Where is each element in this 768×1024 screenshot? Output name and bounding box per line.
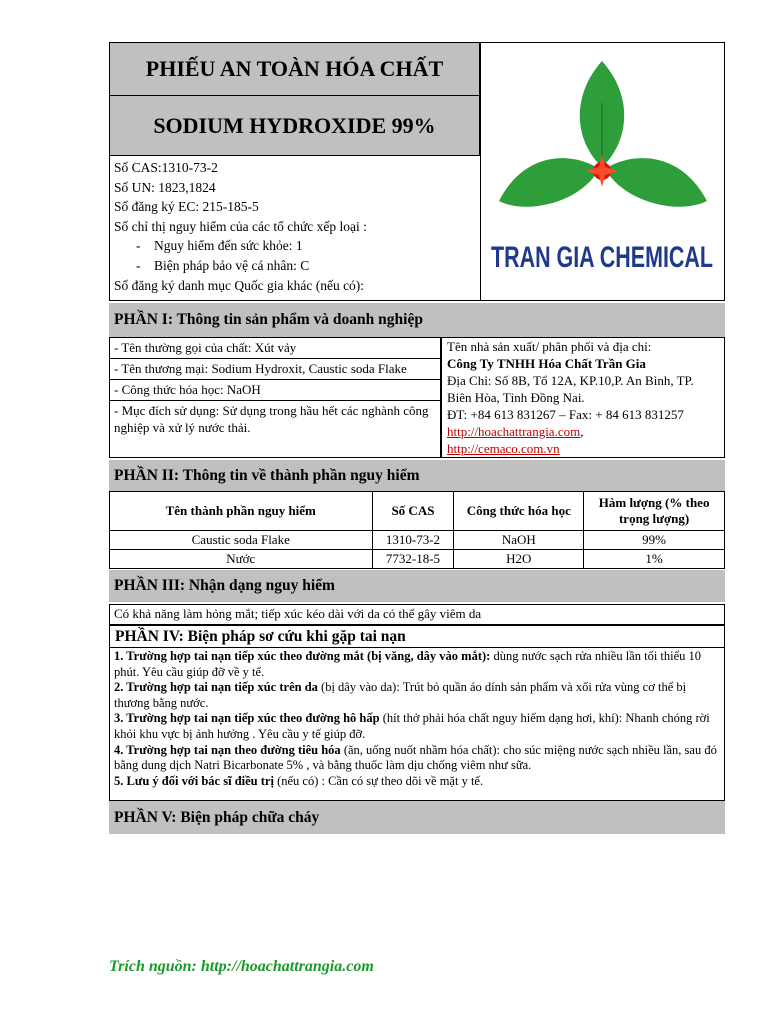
col-cas: Số CAS (372, 492, 454, 531)
hazard-components-table (109, 491, 725, 568)
hazard-index: Số chỉ thị nguy hiểm của các tổ chức xếp loại : (114, 218, 367, 234)
cell-content: 99% (584, 531, 725, 550)
tran-gia-logo (481, 43, 724, 300)
document-title: PHIẾU AN TOÀN HÓA CHẤT (109, 42, 480, 96)
website-link-2[interactable]: http://cemaco.com.vn (447, 441, 560, 456)
cell-name: Caustic soda Flake (110, 531, 373, 550)
un-number: Số UN: 1823,1824 (114, 179, 216, 195)
logo-text: TRAN GIA CHEMICAL (491, 241, 713, 274)
first-aid-measures (109, 647, 725, 801)
star-icon (586, 155, 618, 187)
cell-cas: 7732-18-5 (372, 550, 454, 569)
part5-heading: PHẦN V: Biện pháp chữa cháy (109, 801, 725, 834)
usage-purpose: - Mục đích sử dụng: Sử dụng trong hầu hết các nghành công nghiệp và xử lý nước thải. (114, 403, 429, 435)
cell-content: 1% (584, 550, 725, 569)
part1-heading: PHẦN I: Thông tin sản phẩm và doanh nghiệp (109, 303, 725, 337)
website-links (447, 423, 719, 440)
first-aid-eye: 1. Trường hợp tai nạn tiếp xúc theo đường mắt (bị văng, dây vào mắt): dùng nước sạch rửa nhiều lần tối thiểu 10 phút. Yêu cầu giúp đỡ về y tế. (114, 649, 702, 679)
product-info-box (109, 337, 441, 458)
product-name: SODIUM HYDROXIDE 99% (109, 95, 480, 156)
chemical-formula: - Công thức hóa học: NaOH (110, 380, 440, 401)
national-registry: Số đăng ký danh mục Quốc gia khác (nếu có): (114, 277, 365, 293)
trade-name: - Tên thương mại: Sodium Hydroxit, Caustic soda Flake (110, 359, 440, 380)
first-aid-inhalation: 3. Trường hợp tai nạn tiếp xúc theo đường hô hấp (hít thở phải hóa chất nguy hiểm dạng hơi, khí): Nhanh chóng rời khỏi khu vực bị ảnh hưởng . Yêu cầu y tế giúp đỡ. (114, 711, 710, 741)
company-name: Công Ty TNHH Hóa Chất Trần Gia (447, 356, 646, 371)
supplier-box (441, 337, 725, 458)
cell-formula: H2O (454, 550, 584, 569)
table-row (110, 550, 725, 569)
table-row (110, 531, 725, 550)
first-aid-ingestion: 4. Trường hợp tai nạn theo đường tiêu hóa (ăn, uống nuốt nhầm hóa chất): cho súc miệng nước sạch nhiều lần, sau đó bằng dung dịch Natri Bicarbonate 5% , và bằng thuốc làm dịu chống viêm như sữa. (114, 742, 717, 773)
website-link-1[interactable]: http://hoachattrangia.com (447, 424, 581, 439)
identifiers-block (109, 155, 481, 301)
cas-number: Số CAS:1310-73-2 (114, 160, 218, 175)
personal-protection: - Biện pháp bảo vệ cá nhân: C (136, 257, 310, 273)
doctor-note: 5. Lưu ý đối với bác sĩ điều trị (nếu có) : Cần có sự theo dõi về mặt y tế. (114, 773, 484, 788)
cell-cas: 1310-73-2 (372, 531, 454, 550)
cell-name: Nước (110, 550, 373, 569)
link-separator: , (580, 424, 584, 439)
part2-heading: PHẦN II: Thông tin về thành phần nguy hiểm (109, 460, 725, 491)
cell-formula: NaOH (454, 531, 584, 550)
hazard-identification: Có khả năng làm hỏng mắt; tiếp xúc kéo dài với da có thể gây viêm da (109, 604, 725, 625)
part4-heading: PHẦN IV: Biện pháp sơ cứu khi gặp tai nạn (109, 625, 725, 647)
common-name: - Tên thường gọi của chất: Xút vảy (110, 338, 440, 359)
company-phone: ĐT: +84 613 831267 – Fax: + 84 613 831257 (447, 407, 684, 422)
source-footer: Trích nguồn: http://hoachattrangia.com (109, 958, 374, 975)
logo-box (480, 42, 725, 301)
supplier-label: Tên nhà sản xuất/ phân phối và địa chỉ: (447, 339, 652, 354)
col-content: Hàm lượng (% theo trọng lượng) (584, 492, 725, 531)
part3-heading: PHẦN III: Nhận dạng nguy hiểm (109, 570, 725, 602)
col-formula: Công thức hóa học (454, 492, 584, 531)
company-address: Địa Chỉ: Số 8B, Tổ 12A, KP.10,P. An Bình, TP. Biên Hòa, Tỉnh Đồng Nai. (447, 373, 694, 405)
first-aid-skin: 2. Trường hợp tai nạn tiếp xúc trên da (bị dây vào da): Trút bỏ quần áo dính sản phẩm và xối rửa vùng cơ thể bị thương bằng nước. (114, 680, 687, 710)
col-component-name: Tên thành phần nguy hiểm (110, 492, 373, 531)
health-hazard: - Nguy hiểm đến sức khỏe: 1 (136, 238, 303, 254)
leaf-icon (499, 61, 707, 207)
ec-number: Số đăng ký EC: 215-185-5 (114, 199, 259, 215)
